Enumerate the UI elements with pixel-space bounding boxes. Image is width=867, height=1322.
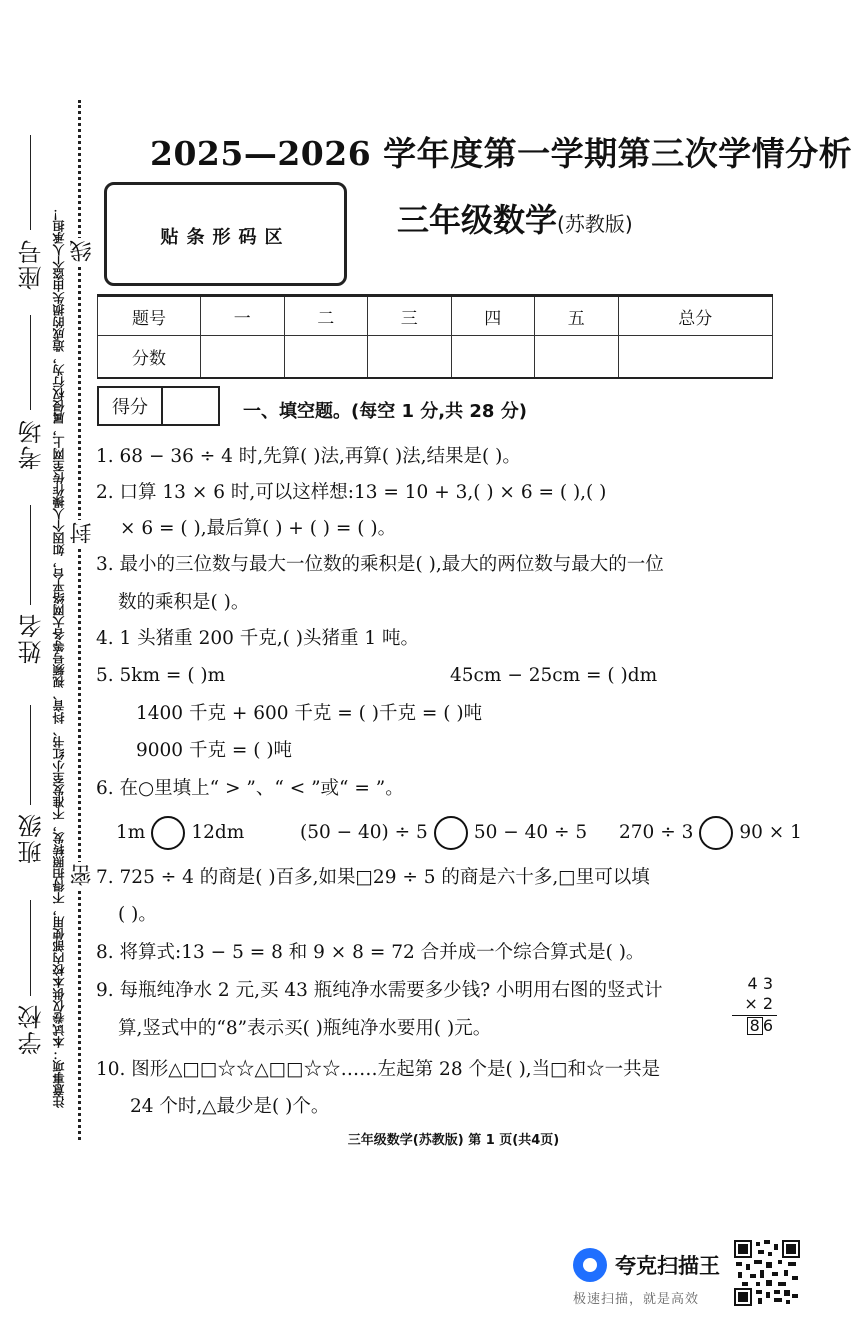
exam-title: 2025—2026 学年度第一学期第三次学情分析 [150, 134, 853, 173]
compare-circle[interactable] [434, 816, 468, 850]
barcode-area-label: 贴条形码区 [160, 227, 291, 248]
question-3-line2: 数的乘积是( )。 [118, 592, 250, 613]
question-5-part3: 1400 千克 + 600 千克 = ( )千克 = ( )吨 [136, 703, 483, 724]
compare-right: 50 − 40 ÷ 5 [473, 822, 588, 843]
exam-room-label: 考场 [18, 418, 46, 470]
barcode-area [104, 182, 347, 286]
notice-text: 注意事项：本试卷仅供本校内部使用，不得拍照转发，不准发至小红书、抖音、视频号等各大网络平台，如因个人操作传至网上，属侵权行为，造成的损失由盗个人承担！ [52, 208, 66, 1108]
edition-label: (苏教版) [557, 212, 633, 236]
question-2-line1: 2. 口算 13 × 6 时,可以这样想:13 = 10 + 3,( ) × 6 = ( ),( ) [96, 482, 607, 503]
question-10-line2: 24 个时,△最少是( )个。 [130, 1096, 330, 1117]
question-9-line1: 9. 每瓶纯净水 2 元,买 43 瓶纯净水需要多少钱? 小明用右图的竖式计 [96, 980, 663, 1001]
score-table-header: 题号 [98, 296, 201, 336]
compare-right: 90 × 1 [739, 822, 802, 843]
question-5-part1: 5. 5km = ( )m [96, 665, 226, 686]
scanner-slogan: 极速扫描，就是高效 [573, 1292, 700, 1307]
score-table [97, 294, 773, 379]
score-cell[interactable] [284, 336, 368, 378]
score-table-header: 五 [535, 296, 619, 336]
compare-left: 1m [116, 822, 146, 843]
quark-logo-icon [573, 1248, 607, 1282]
seal-char-secret: 密 [67, 862, 98, 888]
seat-number-label: 座号 [18, 238, 46, 290]
vertical-calc-boxed-digit: 8 [747, 1017, 763, 1035]
question-9-line2: 算,竖式中的“8”表示买( )瓶纯净水要用( )元。 [118, 1018, 492, 1039]
class-line [30, 705, 31, 805]
score-cell[interactable] [201, 336, 285, 378]
question-2-line2: × 6 = ( ),最后算( ) + ( ) = ( )。 [120, 518, 397, 539]
section-heading: 一、填空题。(每空 1 分,共 28 分) [243, 401, 527, 422]
page-footer: 三年级数学(苏教版) 第 1 页(共4页) [347, 1133, 560, 1148]
scanner-watermark [573, 1244, 733, 1310]
compare-circle[interactable] [699, 816, 733, 850]
question-10-line1: 10. 图形△□□☆☆△□□☆☆……左起第 28 个是( ),当□和☆一共是 [96, 1059, 661, 1080]
question-7-line2: ( )。 [118, 904, 157, 925]
score-cell[interactable] [368, 336, 452, 378]
score-table-header: 四 [451, 296, 535, 336]
score-table-header: 一 [201, 296, 285, 336]
score-table-header: 三 [368, 296, 452, 336]
scanner-app-name: 夸克扫描王 [615, 1254, 720, 1278]
name-label: 姓名 [18, 612, 46, 664]
question-4: 4. 1 头猪重 200 千克,( )头猪重 1 吨。 [96, 628, 419, 649]
score-cell[interactable] [535, 336, 619, 378]
school-line [30, 900, 31, 996]
question-3-line1: 3. 最小的三位数与最大一位数的乘积是( ),最大的两位数与最大的一位 [96, 554, 664, 575]
question-8: 8. 将算式:13 − 5 = 8 和 9 × 8 = 72 合并成一个综合算式是( )。 [96, 942, 645, 963]
score-table-header: 总分 [618, 296, 773, 336]
seat-number-line [30, 135, 31, 230]
compare-right: 12dm [191, 822, 245, 843]
name-line [30, 505, 31, 605]
vertical-multiplication [732, 974, 777, 1036]
question-6-item-1 [116, 816, 244, 850]
question-1: 1. 68 − 36 ÷ 4 时,先算( )法,再算( )法,结果是( )。 [96, 446, 521, 467]
compare-left: 270 ÷ 3 [619, 822, 694, 843]
question-6: 6. 在○里填上“ > ”、“ < ”或“ = ”。 [96, 778, 404, 799]
compare-left: (50 − 40) ÷ 5 [300, 822, 428, 843]
vertical-calc-digit: 6 [762, 1016, 773, 1035]
question-5-part2: 45cm − 25cm = ( )dm [450, 665, 658, 686]
exam-room-line [30, 315, 31, 410]
subject-name: 三年级数学 [397, 201, 558, 239]
vertical-calc-result [732, 1016, 777, 1036]
exam-subtitle [397, 195, 633, 241]
question-6-item-2 [300, 816, 587, 850]
section-score-label: 得分 [99, 388, 163, 424]
school-label: 学校 [18, 1003, 46, 1055]
seal-char-line: 线 [67, 238, 98, 264]
compare-circle[interactable] [151, 816, 185, 850]
section-score-cell[interactable] [163, 388, 218, 424]
score-row-label: 分数 [98, 336, 201, 378]
score-table-header: 二 [284, 296, 368, 336]
question-7-line1: 7. 725 ÷ 4 的商是( )百多,如果□29 ÷ 5 的商是六十多,□里可以填 [96, 867, 650, 888]
vertical-calc-top: 4 3 [747, 974, 773, 993]
section-score-box [97, 386, 220, 426]
seal-char-seal: 封 [67, 520, 98, 546]
question-6-item-3 [619, 816, 802, 850]
score-cell[interactable] [451, 336, 535, 378]
qr-code-icon [734, 1240, 800, 1306]
vertical-calc-multiplier: × 2 [744, 994, 773, 1013]
score-cell[interactable] [618, 336, 773, 378]
class-label: 班级 [18, 812, 46, 864]
question-5-part4: 9000 千克 = ( )吨 [136, 740, 293, 761]
